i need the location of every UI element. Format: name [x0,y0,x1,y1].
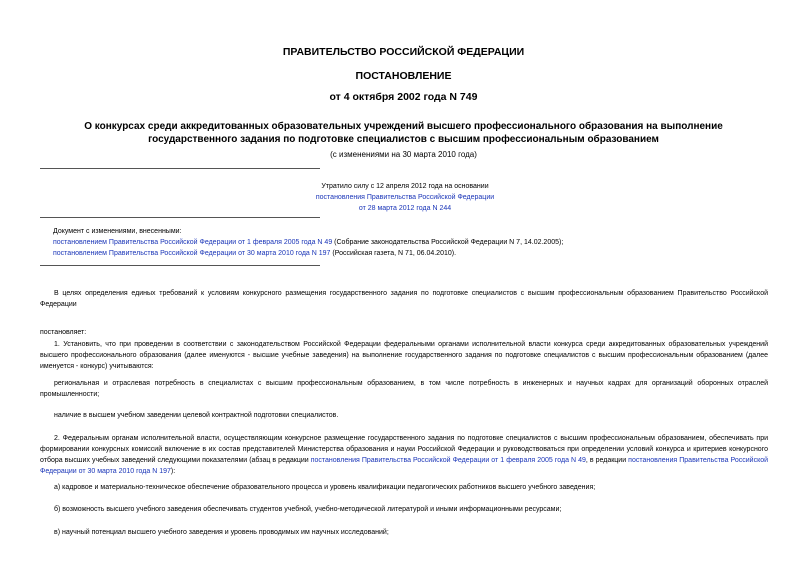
preamble-paragraph: В целях определения единых требований к условиям конкурсного размещения государственного задания по подготовке специалистов с высшим профессиональным образованием Правительство Российской Федерации [40,290,768,308]
repeal-link-date[interactable]: от 28 марта 2012 года N 244 [358,205,452,212]
amendment-source: (Собрание законодательства Российской Федерации N 7, 14.02.2005); [332,239,564,246]
document-title: О конкурсах среди аккредитованных образовательных учреждений высшего профессионального образования на выполнение государственного задания по подготовке специалистов с высшим профессиональным образованием [84,121,723,145]
amendment-note: (с изменениями на 30 марта 2010 года) [330,150,477,159]
repeal-text: Утратило силу с 12 апреля 2012 года на основании [321,183,489,190]
clause-2-paragraph [40,433,768,477]
repeal-link[interactable]: постановления Правительства Российской Федерации [315,194,495,201]
amendments-heading: Документ с изменениями, внесенными: [53,228,182,235]
resolves-paragraph: постановляет: [40,329,87,336]
clause-2-item-b: б) возможность высшего учебного заведения обеспечивать студентов учебной, учебно-методической литературой и иными информационными ресурсами; [54,506,562,513]
document-type-heading: ПОСТАНОВЛЕНИЕ [355,70,452,82]
amendment-item [53,250,456,257]
clause-2-item-a: а) кадровое и материально-техническое обеспечение образовательного процесса и уровень квалификации педагогических работников высшего учебного заведения; [54,484,596,491]
amendment-link[interactable]: постановлением Правительства Российской Федерации от 30 марта 2010 года N 197 [53,250,331,257]
amendment-link[interactable]: постановлением Правительства Российской Федерации от 1 февраля 2005 года N 49 [53,239,333,246]
clause-1-item-2: наличие в высшем учебном заведении целевой контрактной подготовки специалистов. [54,412,339,419]
organization-heading: ПРАВИТЕЛЬСТВО РОССИЙСКОЙ ФЕДЕРАЦИИ [282,46,525,58]
amendment-item [53,239,563,246]
clause-2-link-2005[interactable]: постановления Правительства Российской Федерации от 1 февраля 2005 года N 49 [310,457,586,464]
clause-2-text: 2. Федеральным органам исполнительной власти, осуществляющим конкурсное размещение государственного задания по подготовке специалистов с высшим профессиональным образованием, обеспечивать при формировании конкурсных комиссий включение в их состав представителей Министерства образования и науки Российской Федерации и руководствоваться при определении условий конкурса и критериев конкурсного отбора высших учебных заведений следующими показателями (абзац в редакции [40,435,768,464]
clause-2-end: ): [170,468,176,475]
amendment-source: (Российская газета, N 71, 06.04.2010). [330,250,457,257]
clause-2-item-c: в) научный потенциал высшего учебного заведения и уровень проводимых им научных исследований; [54,529,389,536]
repeal-notice [290,181,520,214]
divider [40,265,320,266]
clause-2-mid: , в редакции [585,457,629,464]
divider [40,217,320,218]
document-date-number: от 4 октября 2002 года N 749 [329,91,478,103]
clause-1-paragraph: 1. Установить, что при проведении в соответствии с законодательством Российской Федерации федеральными органами исполнительной власти конкурса среди аккредитованных образовательных учреждений высшего профессионального образования (далее именуются - высшие учебные заведения) на выполнение государственного задания по подготовке специалистов с высшим профессиональным образованием (далее именуется - конкурс) учитываются: [40,341,768,370]
clause-1-item-1: региональная и отраслевая потребность в специалистах с высшим профессиональным образованием, в том числе потребность в инженерных и научных кадрах для организаций оборонных отраслей промышленности; [40,380,768,398]
clause-2-link-2010[interactable]: постановления Правительства Российской Федерации от 30 марта 2010 года N 197 [40,457,769,475]
divider [40,168,320,169]
